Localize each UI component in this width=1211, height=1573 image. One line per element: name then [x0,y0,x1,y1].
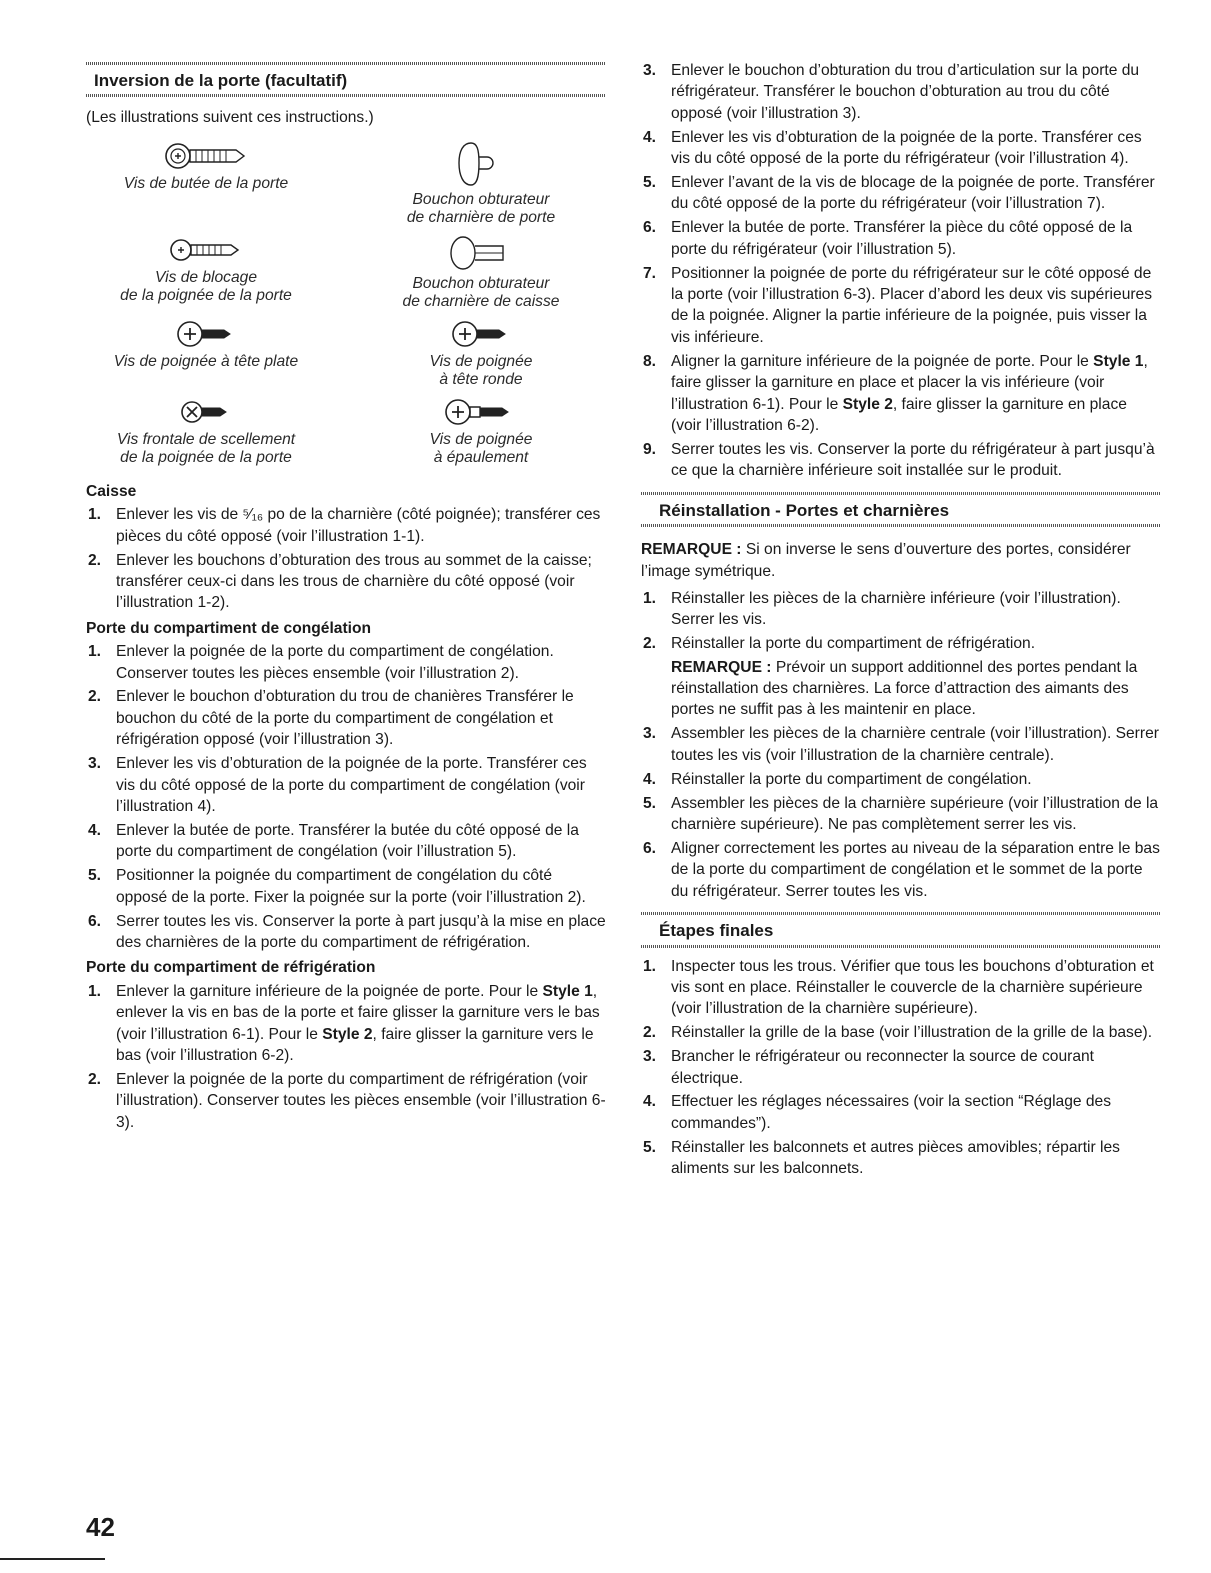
list-item: 2. Enlever la poignée de la porte du compartiment de réfrigération (voir l’illustration). Conserver toutes les pièces ensemble (voir l’illustration 6-3). [88,1070,606,1131]
list-item: 4. Enlever la butée de porte. Transférer la butée du côté opposé de la porte du compartiment de congélation (voir l’illustration 5). [88,821,579,861]
section-heading-reinstallation: Réinstallation - Portes et charnières [641,490,1161,529]
list-item: 1. Réinstaller les pièces de la charnière inférieure (voir l’illustration). Serrer les vis. [643,589,1121,629]
remark-note: REMARQUE : Prévoir un support additionnel des portes pendant la réinstallation des charnières. La force d’attraction des aimants des portes ne suffit pas à les maintenir en place. [671,658,1138,719]
door-stop-screw-icon [156,139,256,173]
round-head-handle-screw-icon [441,317,521,351]
list-item: 3. Enlever les vis d’obturation de la poignée de la porte. Transférer ces vis du côté opposé de la porte du compartiment de congélation (voir l’illustration 4). [88,755,587,815]
list-item: 6. Serrer toutes les vis. Conserver la porte à part jusqu’à la mise en place des charnières de la porte du compartiment de réfrigération. [88,912,606,951]
left-column [86,60,606,1137]
intro-text: (Les illustrations suivent ces instructions.) [86,109,374,127]
parts-illustrations [86,139,606,467]
section-heading-final-steps: Étapes finales [641,910,1161,949]
part-cabinet-hinge-plug: Bouchon obturateur de charnière de caisse [356,233,606,311]
list-item: 5. Enlever l’avant de la vis de blocage de la poignée de porte. Transférer du côté opposé de la porte du réfrigérateur (voir l’illustration 7). [643,174,1155,213]
cabinet-hinge-hole-plug-icon [441,233,521,273]
fridge-door-steps [86,981,606,1133]
list-item: 9. Serrer toutes les vis. Conserver la porte du réfrigérateur à part jusqu’à ce que la charnière inférieure soit installée sur le produit. [643,440,1155,480]
page-number: 42 [86,1512,115,1542]
reinstallation-steps [641,588,1161,902]
footer-rule [0,1558,105,1560]
remark-paragraph: REMARQUE : Si on inverse le sens d’ouverture des portes, considérer l’image symétrique. [641,541,1131,580]
part-shoulder-screw: Vis de poignée à épaulement [356,395,606,467]
part-door-hinge-plug: Bouchon obturateur de charnière de porte [356,139,606,227]
flat-head-handle-screw-icon [166,317,246,351]
front-sealing-screw-icon [166,395,246,429]
part-handle-lock-screw: Vis de blocage de la poignée de la porte [86,233,356,311]
list-item: 2. Réinstaller la grille de la base (voir l’illustration de la grille de la base). [643,1024,1153,1042]
section-heading-door-reversal: Inversion de la porte (facultatif) [86,60,606,99]
handle-lock-screw-icon [161,233,251,267]
part-front-sealing-screw: Vis frontale de scellement de la poignée de la porte [86,395,356,467]
caisse-steps [86,504,606,614]
list-item: 1. Enlever la poignée de la porte du compartiment de congélation. Conserver toutes les pièces ensemble (voir l’illustration 2). [88,643,554,682]
list-item: 1. Enlever la garniture inférieure de la poignée de porte. Pour le Style 1, enlever la vis en bas de la porte et faire glisser la garniture vers le bas (voir l’illustration 6-1). Pour le Style 2, faire glisser la garniture vers le bas (voir l’illustration 6-2). [88,982,600,1064]
list-item: 5. Positionner la poignée du compartiment de congélation du côté opposé de la porte. Fixer la poignée sur la porte (voir l’illustration 2). [88,867,586,906]
list-item: 6. Aligner correctement les portes au niveau de la séparation entre le bas de la porte du compartiment de congélation et le sommet de la porte du réfrigérateur. Serrer toutes les vis. [643,839,1160,900]
list-item: 1. Enlever les vis de ⁵⁄₁₆ po de la charnière (côté poignée); transférer ces pièces du côté opposé (voir l’illustration 1-1). [88,506,601,545]
list-item: 4. Réinstaller la porte du compartiment de congélation. [643,770,1032,788]
subheading-fridge-door: Porte du compartiment de réfrigération [86,959,376,977]
freezer-door-steps [86,641,606,953]
subheading-freezer-door: Porte du compartiment de congélation [86,619,372,637]
right-column [641,60,1161,1184]
list-item: 2. Enlever le bouchon d’obturation du trou de chanières Transférer le bouchon du côté de la porte du compartiment de congélation et réfrigération opposé (voir l’illustration 3). [88,688,574,749]
part-door-stop-screw: Vis de butée de la porte [86,139,356,227]
list-item: 5. Assembler les pièces de la charnière supérieure (voir l’illustration de la charnière supérieure). Ne pas complètement serrer les vis. [643,794,1159,833]
fridge-door-steps-continued [641,60,1161,482]
list-item: 3. Enlever le bouchon d’obturation du trou d’articulation sur la porte du réfrigérateur. Transférer le bouchon d’obturation au trou du côté opposé (voir l’illustration 3). [643,62,1140,122]
list-item: 1. Inspecter tous les trous. Vérifier que tous les bouchons d’obturation et vis sont en place. Réinstaller le couvercle de la charnière supérieure (voir l’illustration de la charnière supérieure). [643,957,1154,1018]
list-item: 2. Réinstaller la porte du compartiment de réfrigération. REMARQUE : Prévoir un support additionnel des portes pendant la réinstallation des charnières. La force d’attraction des aimants des portes ne suffit pas à les maintenir en place. [641,633,1161,721]
list-item: 4. Enlever les vis d’obturation de la poignée de la porte. Transférer ces vis du côté opposé de la porte du réfrigérateur (voir l’illustration 4). [643,128,1142,168]
subheading-caisse: Caisse [86,482,137,500]
list-item: 3. Brancher le réfrigérateur ou reconnecter la source de courant électrique. [643,1048,1094,1087]
list-item: 3. Assembler les pièces de la charnière centrale (voir l’illustration). Serrer toutes les vis (voir l’illustration de la charnière centrale). [643,725,1159,764]
list-item: 4. Effectuer les réglages nécessaires (voir la section “Réglage des commandes”). [643,1093,1112,1132]
list-item: 8. Aligner la garniture inférieure de la poignée de porte. Pour le Style 1, faire glisser la garniture en place et placer la vis inférieure (voir l’illustration 6-1). Pour le Style 2, faire glisser la garniture en place (voir l’illustration 6-2). [643,352,1148,434]
final-steps [641,956,1161,1180]
list-item: 2. Enlever les bouchons d’obturation des trous au sommet de la caisse; transférer ceux-ci dans les trous de charnière du côté opposé (voir l’illustration 1-2). [88,551,592,612]
shoulder-handle-screw-icon [436,395,526,429]
list-item: 6. Enlever la butée de porte. Transférer la pièce du côté opposé de la porte du réfrigérateur (voir l’illustration 5). [643,219,1133,258]
door-hinge-hole-plug-icon [451,139,511,189]
list-item: 5. Réinstaller les balconnets et autres pièces amovibles; répartir les aliments sur les balconnets. [643,1138,1120,1178]
list-item: 7. Positionner la poignée de porte du réfrigérateur sur le côté opposé de la porte (voir l’illustration 6-3). Placer d’abord les deux vis supérieures de la poignée. Aligner la partie inférieure de la poignée, puis visser la vis inférieure. [643,264,1153,346]
part-flat-head-screw: Vis de poignée à tête plate [86,317,356,389]
part-round-head-screw: Vis de poignée à tête ronde [356,317,606,389]
